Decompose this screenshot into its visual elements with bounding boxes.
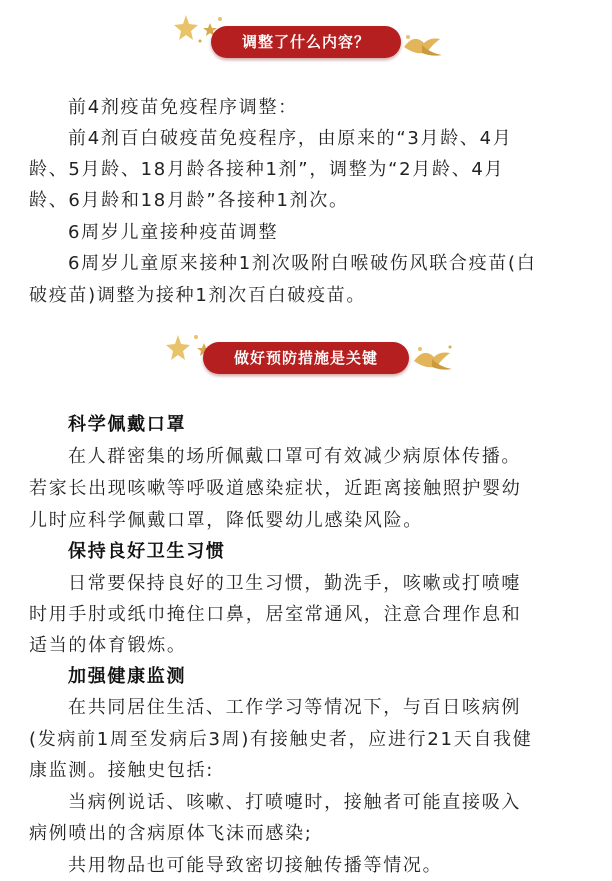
text-line: 当病例说话、咳嗽、打喷嚏时，接触者可能直接吸入 [68,792,522,813]
text-line: 若家长出现咳嗽等呼吸道感染症状，近距离接触照护婴幼 [29,478,522,499]
section-title: 做好预防措施是关键 [203,342,409,374]
bird-icon [410,343,456,375]
subheading-mask: 科学佩戴口罩 [68,414,187,435]
section-title: 调整了什么内容？ [211,26,401,58]
section-header-adjustments [0,17,612,67]
text-line: 6周岁儿童原来接种1剂次吸附白喉破伤风联合疫苗(白 [68,253,537,274]
text-line: 时用手肘或纸巾掩住口鼻，居室常通风，注意合理作息和 [29,604,522,625]
text-line: 破疫苗)调整为接种1剂次百白破疫苗。 [29,285,367,306]
subheading-hygiene: 保持良好卫生习惯 [68,541,226,562]
bird-icon [400,31,446,61]
text-line: 康监测。接触史包括: [29,760,215,781]
text-line: 适当的体育锻炼。 [29,635,187,656]
subheading-monitoring: 加强健康监测 [68,666,187,687]
text-line: 龄、6月龄和18月龄”各接种1剂次。 [29,190,349,211]
text-line: 前4剂疫苗免疫程序调整： [68,97,298,118]
text-line: 在共同居住生活、工作学习等情况下，与百日咳病例 [68,697,522,718]
text-line: 前4剂百白破疫苗免疫程序，由原来的“3月龄、4月 [68,128,513,149]
text-line: 6周岁儿童接种疫苗调整 [68,222,279,243]
text-line: 病例喷出的含病原体飞沫而感染; [29,823,313,844]
text-line: 共用物品也可能导致密切接触传播等情况。 [68,855,443,876]
text-line: (发病前1周至发病后3周)有接触史者，应进行21天自我健 [29,729,533,750]
text-line: 在人群密集的场所佩戴口罩可有效减少病原体传播。 [68,446,522,467]
section-header-prevention [0,333,612,383]
text-line: 龄、5月龄、18月龄各接种1剂”，调整为“2月龄、4月 [29,159,505,180]
text-line: 儿时应科学佩戴口罩，降低婴幼儿感染风险。 [29,510,423,531]
text-line: 日常要保持良好的卫生习惯，勤洗手，咳嗽或打喷嚏 [68,573,522,594]
